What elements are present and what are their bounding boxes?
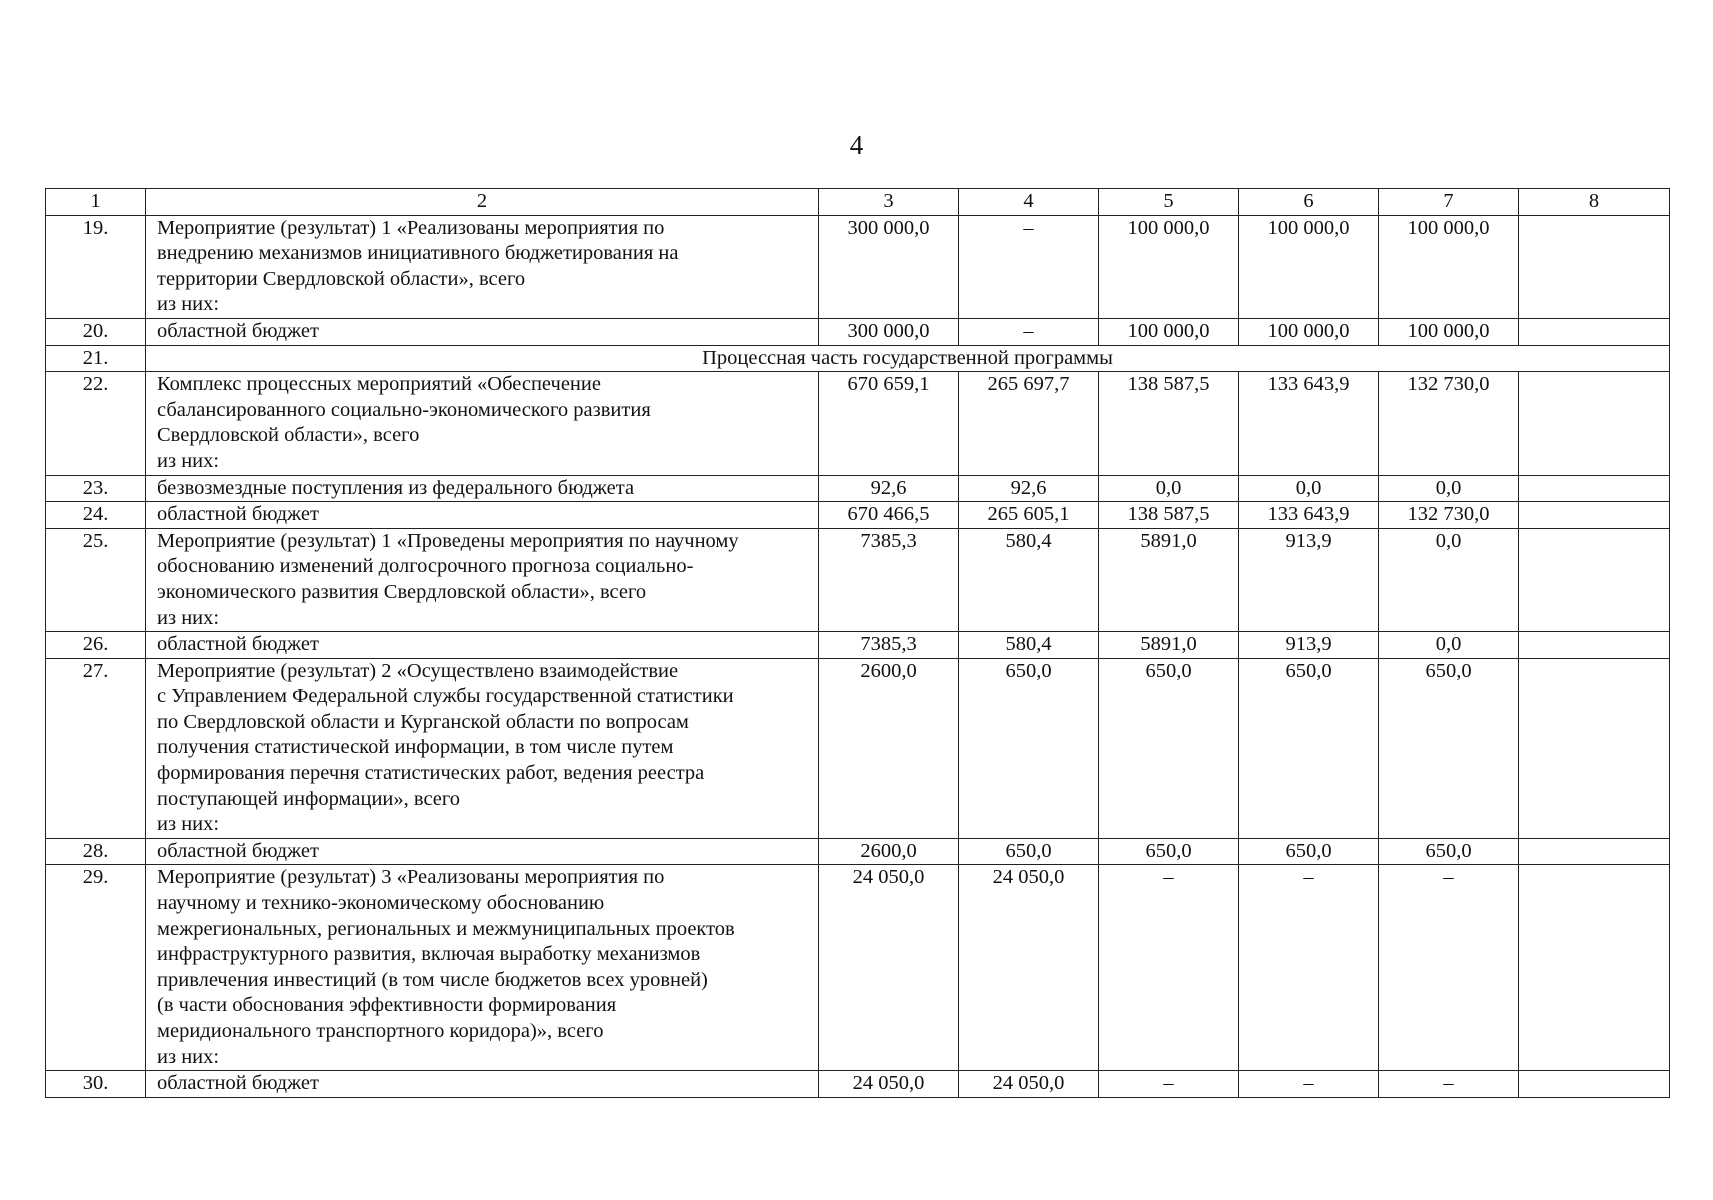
page-number: 4: [849, 130, 864, 160]
description-line: получения статистической информации, в том числе путем: [157, 736, 674, 759]
description-line: внедрению механизмов инициативного бюджетирования на: [157, 242, 679, 265]
value-cell-col5: 100 000,0: [1099, 215, 1239, 318]
column-header: 7: [1379, 189, 1519, 216]
table-row: [46, 865, 1670, 1071]
value-cell-col5: 650,0: [1099, 838, 1239, 865]
value-cell-col8: [1519, 632, 1670, 659]
row-number: 30.: [46, 1071, 146, 1098]
description-line: областной бюджет: [157, 633, 319, 656]
column-header: 6: [1239, 189, 1379, 216]
description-line: привлечения инвестиций (в том числе бюджетов всех уровней): [157, 968, 708, 991]
value-cell-col5: 650,0: [1099, 658, 1239, 838]
table-row: [46, 372, 1670, 475]
value-cell-col5: 138 587,5: [1099, 372, 1239, 475]
row-description: [146, 215, 819, 318]
row-number: 29.: [46, 865, 146, 1071]
value-cell-col4: 265 697,7: [959, 372, 1099, 475]
value-cell-col3: 24 050,0: [819, 865, 959, 1071]
value-cell-col4: 580,4: [959, 528, 1099, 631]
row-number: 24.: [46, 502, 146, 529]
value-cell-col8: [1519, 502, 1670, 529]
table-row: [46, 632, 1670, 659]
description-line: Комплекс процессных мероприятий «Обеспечение: [157, 373, 601, 396]
value-cell-col5: 5891,0: [1099, 528, 1239, 631]
value-cell-col8: [1519, 838, 1670, 865]
row-description: [146, 658, 819, 838]
value-cell-col6: 913,9: [1239, 528, 1379, 631]
column-header: 3: [819, 189, 959, 216]
description-line: из них:: [157, 813, 220, 836]
table-row: [46, 318, 1670, 345]
value-cell-col5: 0,0: [1099, 475, 1239, 502]
value-cell-col3: 24 050,0: [819, 1071, 959, 1098]
table-row: [46, 528, 1670, 631]
description-line: Мероприятие (результат) 2 «Осуществлено взаимодействие: [157, 659, 679, 682]
description-line: с Управлением Федеральной службы государственной статистики: [157, 685, 734, 708]
row-description: [146, 528, 819, 631]
description-line: областной бюджет: [157, 503, 319, 526]
column-header: 2: [146, 189, 819, 216]
description-line: из них:: [157, 293, 220, 316]
value-cell-col5: 5891,0: [1099, 632, 1239, 659]
row-description: [146, 372, 819, 475]
table-row: [46, 1071, 1670, 1098]
row-number: 20.: [46, 318, 146, 345]
value-cell-col4: 92,6: [959, 475, 1099, 502]
value-cell-col7: –: [1379, 1071, 1519, 1098]
row-number: 23.: [46, 475, 146, 502]
description-line: сбалансированного социально-экономического развития: [157, 398, 651, 421]
value-cell-col4: 650,0: [959, 838, 1099, 865]
row-number: 25.: [46, 528, 146, 631]
row-description: [146, 632, 819, 659]
table-row: [46, 345, 1670, 372]
value-cell-col6: 913,9: [1239, 632, 1379, 659]
value-cell-col8: [1519, 318, 1670, 345]
row-number: 22.: [46, 372, 146, 475]
row-number: 27.: [46, 658, 146, 838]
row-description: [146, 1071, 819, 1098]
value-cell-col8: [1519, 658, 1670, 838]
value-cell-col7: 132 730,0: [1379, 372, 1519, 475]
value-cell-col3: 7385,3: [819, 632, 959, 659]
value-cell-col7: 650,0: [1379, 658, 1519, 838]
description-line: из них:: [157, 606, 220, 629]
row-number: 21.: [46, 345, 146, 372]
description-line: Свердловской области», всего: [157, 424, 420, 447]
value-cell-col7: 650,0: [1379, 838, 1519, 865]
row-description: [146, 865, 819, 1071]
budget-table: [45, 188, 1670, 1098]
value-cell-col6: 650,0: [1239, 658, 1379, 838]
description-line: формирования перечня статистических работ, ведения реестра: [157, 762, 705, 785]
value-cell-col6: 100 000,0: [1239, 215, 1379, 318]
column-header: 4: [959, 189, 1099, 216]
value-cell-col3: 670 659,1: [819, 372, 959, 475]
value-cell-col3: 2600,0: [819, 658, 959, 838]
description-line: Мероприятие (результат) 1 «Проведены мероприятия по научному: [157, 529, 739, 552]
value-cell-col6: 650,0: [1239, 838, 1379, 865]
description-line: меридионального транспортного коридора)», всего: [157, 1020, 604, 1042]
value-cell-col4: 580,4: [959, 632, 1099, 659]
value-cell-col5: 138 587,5: [1099, 502, 1239, 529]
table-row: [46, 658, 1670, 838]
table-header-row: [46, 189, 1670, 216]
value-cell-col6: 133 643,9: [1239, 502, 1379, 529]
value-cell-col3: 670 466,5: [819, 502, 959, 529]
description-line: территории Свердловской области», всего: [157, 267, 526, 290]
value-cell-col8: [1519, 215, 1670, 318]
value-cell-col7: 0,0: [1379, 475, 1519, 502]
description-line: по Свердловской области и Курганской области по вопросам: [157, 710, 689, 733]
value-cell-col5: –: [1099, 865, 1239, 1071]
value-cell-col4: 650,0: [959, 658, 1099, 838]
table-row: [46, 502, 1670, 529]
value-cell-col3: 7385,3: [819, 528, 959, 631]
value-cell-col7: 100 000,0: [1379, 318, 1519, 345]
value-cell-col7: 0,0: [1379, 528, 1519, 631]
description-line: областной бюджет: [157, 839, 319, 862]
value-cell-col4: 24 050,0: [959, 865, 1099, 1071]
value-cell-col7: 100 000,0: [1379, 215, 1519, 318]
value-cell-col5: –: [1099, 1071, 1239, 1098]
value-cell-col6: –: [1239, 865, 1379, 1071]
value-cell-col7: 0,0: [1379, 632, 1519, 659]
column-header: 5: [1099, 189, 1239, 216]
row-number: 26.: [46, 632, 146, 659]
description-line: областной бюджет: [157, 1072, 319, 1095]
description-line: из них:: [157, 1045, 220, 1068]
row-description: [146, 838, 819, 865]
value-cell-col7: –: [1379, 865, 1519, 1071]
value-cell-col8: [1519, 372, 1670, 475]
value-cell-col4: 265 605,1: [959, 502, 1099, 529]
description-line: экономического развития Свердловской области», всего: [157, 580, 647, 603]
value-cell-col8: [1519, 865, 1670, 1071]
column-header: 8: [1519, 189, 1670, 216]
description-line: инфраструктурного развития, включая выработку механизмов: [157, 943, 701, 966]
value-cell-col3: 92,6: [819, 475, 959, 502]
value-cell-col3: 300 000,0: [819, 215, 959, 318]
section-title: Процессная часть государственной программы: [146, 345, 1670, 372]
value-cell-col6: 0,0: [1239, 475, 1379, 502]
row-number: 19.: [46, 215, 146, 318]
description-line: поступающей информации», всего: [157, 787, 461, 810]
row-number: 28.: [46, 838, 146, 865]
value-cell-col4: 24 050,0: [959, 1071, 1099, 1098]
description-line: из них:: [157, 449, 220, 472]
row-description: [146, 502, 819, 529]
value-cell-col3: 300 000,0: [819, 318, 959, 345]
value-cell-col8: [1519, 528, 1670, 631]
value-cell-col4: –: [959, 215, 1099, 318]
table-row: [46, 838, 1670, 865]
description-line: безвозмездные поступления из федерального бюджета: [157, 476, 635, 499]
value-cell-col6: 100 000,0: [1239, 318, 1379, 345]
value-cell-col5: 100 000,0: [1099, 318, 1239, 345]
row-description: [146, 475, 819, 502]
table-row: [46, 475, 1670, 502]
description-line: обоснованию изменений долгосрочного прогноза социально-: [157, 555, 694, 578]
value-cell-col6: –: [1239, 1071, 1379, 1098]
column-header: 1: [46, 189, 146, 216]
value-cell-col4: –: [959, 318, 1099, 345]
description-line: областной бюджет: [157, 319, 319, 342]
description-line: межрегиональных, региональных и межмуниципальных проектов: [157, 917, 735, 940]
value-cell-col8: [1519, 1071, 1670, 1098]
value-cell-col8: [1519, 475, 1670, 502]
description-line: Мероприятие (результат) 1 «Реализованы мероприятия по: [157, 216, 665, 239]
table-row: [46, 215, 1670, 318]
value-cell-col6: 133 643,9: [1239, 372, 1379, 475]
description-line: научному и технико-экономическому обоснованию: [157, 892, 605, 915]
description-line: (в части обоснования эффективности формирования: [157, 994, 617, 1017]
row-description: [146, 318, 819, 345]
value-cell-col3: 2600,0: [819, 838, 959, 865]
value-cell-col7: 132 730,0: [1379, 502, 1519, 529]
description-line: Мероприятие (результат) 3 «Реализованы мероприятия по: [157, 866, 665, 889]
